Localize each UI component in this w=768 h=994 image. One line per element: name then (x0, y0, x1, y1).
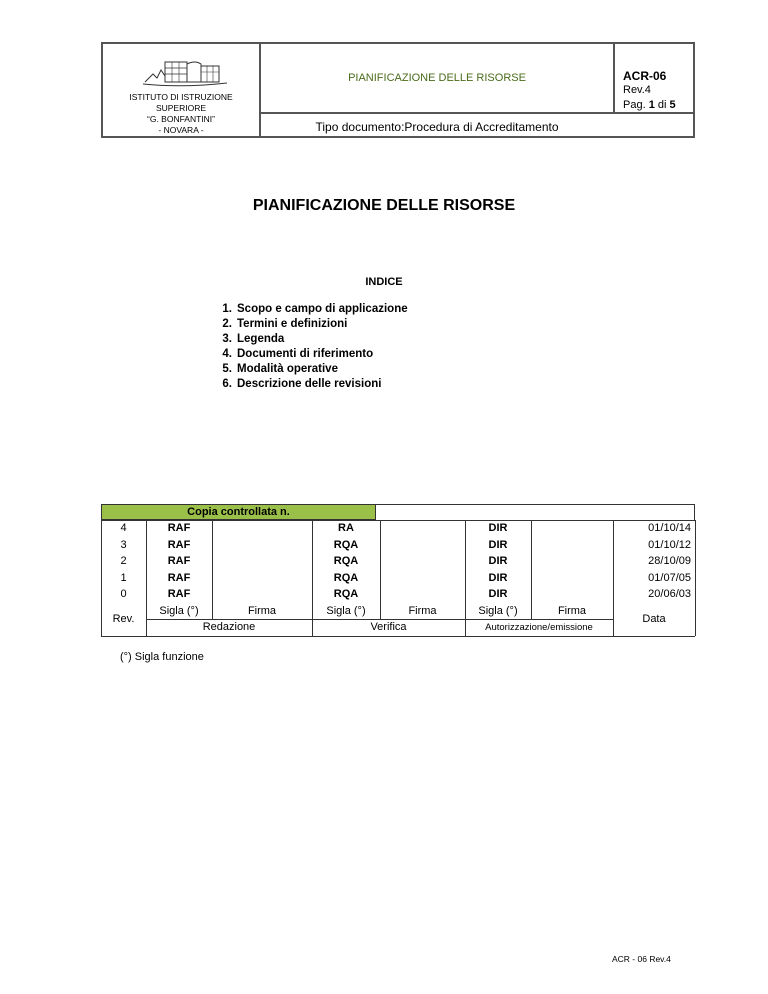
table-cell: 01/07/05 (648, 571, 691, 584)
table-cell: 3 (120, 538, 127, 551)
toc-item: 5. Modalità operative (222, 363, 338, 375)
table-cell: RQA (333, 588, 359, 600)
doc-type: Tipo documento:Procedura di Accreditamento (315, 120, 559, 134)
table-cell: 2 (120, 555, 127, 567)
autorizzazione-header: Autorizzazione/emissione (485, 621, 593, 633)
controlled-copy-label: Copia controllata n. (101, 504, 376, 520)
firma-header: Firma (557, 604, 587, 617)
table-cell: 28/10/09 (648, 555, 691, 567)
toc-item: 1. Scopo e campo di applicazione (222, 303, 408, 315)
page-indicator: Pag. 1 di 5 (623, 99, 676, 111)
table-of-contents (205, 302, 408, 392)
table-cell: DIR (488, 571, 508, 584)
sigla-header: Sigla (°) (326, 604, 366, 617)
table-cell: RAF (167, 571, 191, 584)
school-name: ISTITUTO DI ISTRUZIONE SUPERIORE “G. BONFANTINI” - NOVARA - (129, 92, 233, 135)
toc-item: 6. Descrizione delle revisioni (222, 378, 382, 390)
document-header (101, 42, 695, 138)
table-cell: RAF (167, 522, 191, 534)
page-title: PIANIFICAZIONE DELLE RISORSE (252, 197, 516, 214)
header-doc-title: PIANIFICAZIONE DELLE RISORSE (348, 72, 526, 84)
table-cell: 0 (120, 588, 127, 600)
table-cell: RAF (167, 555, 191, 567)
rev-header: Rev. (112, 612, 135, 625)
toc-item: 2. Termini e definizioni (222, 318, 348, 330)
table-cell: 20/06/03 (648, 588, 691, 600)
code-cell (613, 44, 695, 114)
doc-code: ACR-06 (623, 69, 667, 83)
table-cell: RAF (167, 588, 191, 600)
table-cell: RQA (333, 538, 359, 551)
redazione-header: Redazione (202, 620, 256, 633)
table-cell: RAF (167, 538, 191, 551)
toc-item: 3. Legenda (222, 333, 285, 345)
table-cell: 1 (120, 571, 127, 584)
table-cell: DIR (488, 588, 508, 600)
firma-header: Firma (247, 604, 277, 617)
index-title: INDICE (365, 276, 403, 288)
sigla-header: Sigla (°) (478, 604, 518, 617)
sigla-header: Sigla (°) (159, 604, 199, 617)
table-cell: RQA (333, 555, 359, 567)
table-cell: 01/10/14 (648, 522, 691, 534)
doc-revision: Rev.4 (623, 84, 651, 96)
toc-item: 4. Documenti di riferimento (222, 348, 374, 360)
table-cell: DIR (488, 538, 508, 551)
school-building-logo (143, 52, 227, 90)
table-cell: 01/10/12 (648, 538, 691, 551)
footnote: (°) Sigla funzione (120, 651, 204, 663)
firma-header: Firma (408, 604, 437, 617)
data-header: Data (642, 612, 666, 625)
table-cell: DIR (488, 555, 508, 567)
table-cell: RA (338, 522, 354, 534)
title-cell (261, 44, 613, 136)
table-cell: DIR (488, 522, 508, 534)
verifica-header: Verifica (370, 620, 407, 633)
page-footer: ACR - 06 Rev.4 (612, 954, 671, 964)
table-cell: RQA (333, 571, 359, 584)
school-cell (103, 44, 261, 136)
table-cell: 4 (120, 522, 127, 534)
